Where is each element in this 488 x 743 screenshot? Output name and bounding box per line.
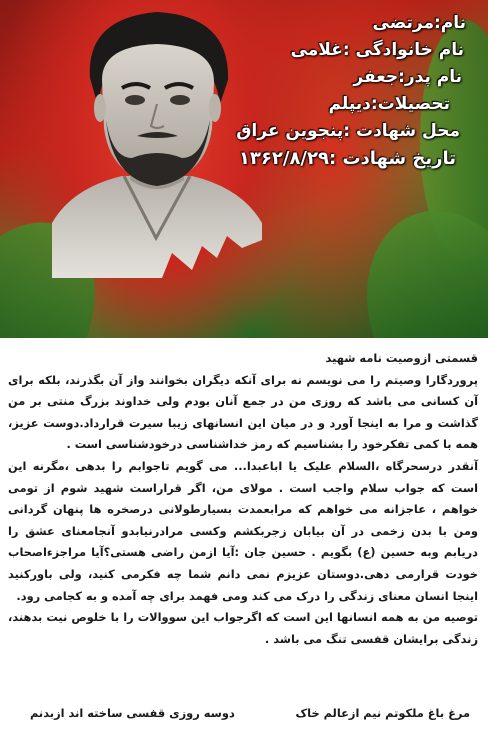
martyrdom-date: تاریخ شهادت :۱۳۶۲/۸/۲۹ [238,148,456,169]
martyr-name: نام:مرتضی [372,13,466,33]
poem-couplet [20,706,470,720]
will-paragraph: آنقدر درسحرگاه ،السلام علیک یا اباعبدا... می گویم تاجوابم را بدهی ،مگرنه این است که جواب سلام واجب است . مولای من، اگر قراراست شهید شوم از تومی خواهم ، عاجزانه می خواهم که مرابعمدت بسیارطولانی درصخره ها پنهان گردانی ومن با بدن زخمی در آن بیابان زجربکشم وکسی مرادرنیابدو آنجامعنای عشق را دریابم وبه حسین (ع) بگویم . حسین جان :آیا ازمن راضی هستی؟آیا مراجزءاصحاب خودت قرارمی دهی.دوستان عزیزم نمی دانم شما چه فکرمی کنید، ولی باورکنید اینجا انسان معنای زندگی را درک می کند ومی فهمد برای چه آمده و به کجامی رود. [8,458,478,603]
will-paragraph: توصیه من به همه انسانها این است که اگرجواب این سووالات را با خلوص نیت بدهند، زندگی برایشان قفسی تنگ می باشد . [8,610,478,646]
martyr-poster [0,0,488,338]
will-paragraph: پروردگارا وصیتم را می نویسم نه برای آنکه دیگران بخوانند واز آن بگذرند، بلکه برای آن کسانی می باشد که روزی من در جمع آنان بودم ولی خداوند بزرگ منتی بر من گذاشت و مرا به اینجا آورد و در میان این انسانهای زیبا سیرت قرارداد.دوست عزیز، همه با کمی تفکرخود را بشناسیم که رمز خداشناسی درخودشناسی است . [8,372,478,452]
couplet-second-hemistich: دوسه روزی قفسی ساخته اند ازبدنم [30,706,235,720]
martyrdom-place: محل شهادت :پنجوین عراق [236,121,460,141]
martyr-education: تحصیلات:دیپلم [328,94,450,114]
will-heading: قسمتی ازوصیت نامه شهید [325,351,478,365]
martyr-father-name: نام پدر:جعفر [353,67,462,87]
couplet-first-hemistich: مرغ باغ ملکوتم نیم ازعالم خاک [295,706,470,720]
martyr-family-name: نام خانوادگی :غلامی [290,40,464,60]
will-text [8,348,478,650]
martyr-info [170,10,470,172]
